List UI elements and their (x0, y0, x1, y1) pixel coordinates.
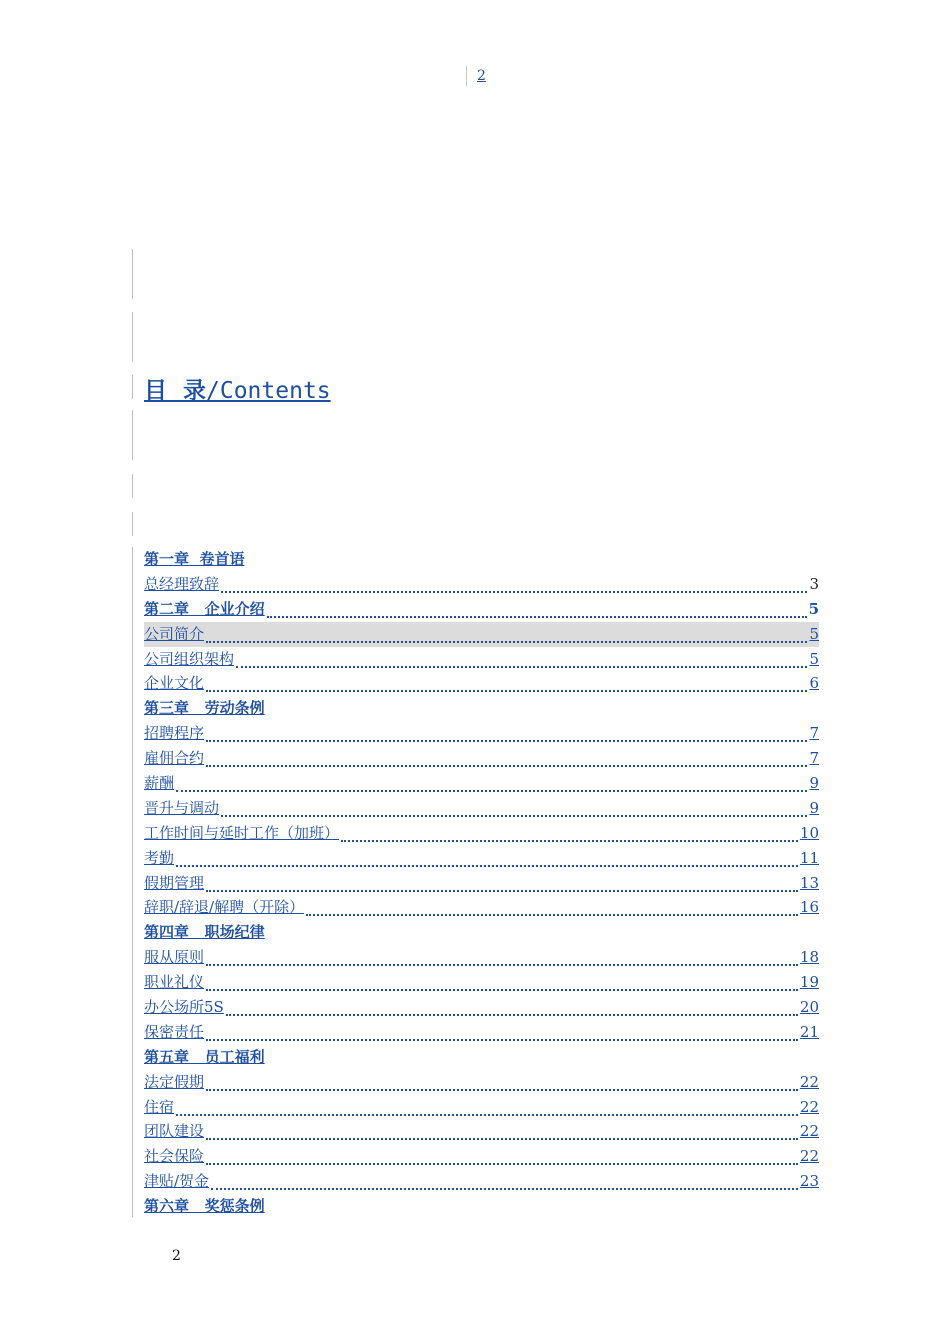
toc-entry-label: 考勤 (144, 848, 175, 867)
toc-page-number: 3 (809, 574, 819, 593)
toc-chapter-heading[interactable] (144, 1194, 819, 1219)
toc-chapter-heading[interactable] (144, 696, 819, 721)
toc-dot-leader (206, 758, 807, 767)
toc-dot-leader (306, 907, 798, 916)
toc-entry-label: 假期管理 (144, 873, 205, 892)
toc-entry[interactable] (144, 746, 819, 771)
toc-entry-label: 晋升与调动 (144, 798, 220, 817)
toc-entry[interactable] (144, 995, 819, 1020)
header-page-number[interactable]: 2 (466, 66, 486, 86)
toc-entry[interactable] (144, 796, 819, 821)
toc-entry[interactable] (144, 1095, 819, 1120)
toc-page-number: 9 (809, 798, 819, 817)
margin-bar (132, 512, 133, 536)
toc-page-number: 10 (799, 823, 819, 842)
toc-entry-label: 团队建设 (144, 1122, 205, 1141)
toc-page-number: 16 (799, 898, 819, 917)
footer-page-number: 2 (172, 1248, 181, 1264)
toc-page-number: 13 (799, 873, 819, 892)
margin-bar (132, 474, 133, 498)
toc-chapter-heading[interactable] (144, 1045, 819, 1070)
toc-chapter-heading[interactable] (144, 920, 819, 945)
toc-title[interactable] (144, 372, 331, 405)
toc-entry-label: 办公场所5S (144, 998, 224, 1017)
toc-dot-leader (206, 1082, 798, 1091)
margin-bar (132, 312, 133, 362)
toc-dot-leader (211, 1181, 798, 1190)
toc-title-zh: 目 录 (144, 377, 207, 404)
margin-bar (132, 410, 133, 460)
toc-page-number: 21 (799, 1022, 819, 1041)
toc-page-number: 23 (799, 1172, 819, 1191)
toc-entry-label: 薪酬 (144, 774, 175, 793)
toc-page-number: 7 (809, 724, 819, 743)
toc-entry-label: 第四章 职场纪律 (144, 923, 265, 942)
toc-dot-leader (236, 659, 807, 668)
toc-page-number: 20 (799, 998, 819, 1017)
toc-entry[interactable] (144, 647, 819, 672)
toc-entry-label: 保密责任 (144, 1022, 205, 1041)
toc-dot-leader (206, 1032, 798, 1041)
toc-entry[interactable] (144, 821, 819, 846)
toc-dot-leader (206, 982, 798, 991)
toc-page-number: 7 (809, 749, 819, 768)
toc-dot-leader (221, 808, 807, 817)
toc-entry-label: 招聘程序 (144, 724, 205, 743)
toc-entry[interactable] (144, 871, 819, 896)
toc-dot-leader (221, 584, 807, 593)
toc-page-number: 5 (808, 599, 819, 618)
toc-entry[interactable] (144, 970, 819, 995)
toc-page-number: 22 (799, 1122, 819, 1141)
toc-entry-label: 法定假期 (144, 1072, 205, 1091)
toc-entry-label: 公司组织架构 (144, 649, 235, 668)
toc-entry[interactable] (144, 1144, 819, 1169)
toc-chapter-heading[interactable] (144, 597, 819, 622)
toc-entry-label: 第五章 员工福利 (144, 1047, 265, 1066)
toc-entry[interactable] (144, 671, 819, 696)
toc-entry-label: 社会保险 (144, 1147, 205, 1166)
toc-dot-leader (341, 833, 798, 842)
toc-entry-label: 服从原则 (144, 948, 205, 967)
margin-bar (132, 375, 133, 399)
toc-entry-label: 津贴/贺金 (144, 1172, 210, 1191)
toc-entry-label: 第三章 劳动条例 (144, 699, 265, 718)
toc-entry[interactable] (144, 622, 819, 647)
toc-entry[interactable] (144, 1020, 819, 1045)
toc-dot-leader (206, 883, 798, 892)
toc-entry-label: 第一章 卷首语 (144, 550, 245, 568)
margin-bar (132, 249, 133, 299)
toc-page-number: 9 (809, 774, 819, 793)
toc-page-number: 11 (799, 848, 819, 867)
toc-entry[interactable] (144, 895, 819, 920)
toc-entry-label: 辞职/辞退/解聘（开除） (144, 898, 305, 917)
toc-page-number: 5 (809, 624, 819, 643)
toc-dot-leader (176, 1107, 798, 1116)
toc-entry[interactable] (144, 771, 819, 796)
toc-dot-leader (206, 1131, 798, 1140)
toc-entry-label: 雇佣合约 (144, 749, 205, 768)
toc-entry-label: 住宿 (144, 1097, 175, 1116)
toc-entry[interactable] (144, 721, 819, 746)
toc-entry[interactable] (144, 572, 819, 597)
toc-entry[interactable] (144, 1119, 819, 1144)
toc-entry-label: 总经理致辞 (144, 574, 220, 593)
toc-dot-leader (176, 783, 807, 792)
toc-dot-leader (267, 609, 807, 618)
toc-entry-label: 企业文化 (144, 674, 205, 693)
toc-entry[interactable] (144, 846, 819, 871)
toc-dot-leader (226, 1007, 798, 1016)
toc-page-number: 22 (799, 1072, 819, 1091)
toc-dot-leader (206, 683, 807, 692)
toc-entry-label: 第六章 奖惩条例 (144, 1197, 265, 1216)
toc-page-number: 18 (799, 948, 819, 967)
table-of-contents (144, 547, 819, 1219)
toc-title-en: /Contents (206, 378, 331, 404)
toc-dot-leader (206, 634, 807, 643)
toc-page-number: 22 (799, 1097, 819, 1116)
toc-entry[interactable] (144, 1169, 819, 1194)
toc-page-number: 5 (809, 649, 819, 668)
toc-entry[interactable] (144, 945, 819, 970)
toc-entry-label: 工作时间与延时工作（加班） (144, 823, 340, 842)
toc-entry-label: 职业礼仪 (144, 973, 205, 992)
toc-page-number: 19 (799, 973, 819, 992)
toc-dot-leader (206, 733, 807, 742)
toc-entry-label: 公司简介 (144, 624, 205, 643)
toc-chapter-heading[interactable] (144, 547, 819, 572)
toc-page-number: 22 (799, 1147, 819, 1166)
toc-entry-label: 第二章 企业介绍 (144, 599, 265, 618)
toc-dot-leader (206, 957, 798, 966)
toc-dot-leader (176, 858, 798, 867)
toc-entry[interactable] (144, 1070, 819, 1095)
margin-bar (132, 547, 133, 1217)
toc-page-number: 6 (809, 674, 819, 693)
toc-dot-leader (206, 1156, 798, 1165)
